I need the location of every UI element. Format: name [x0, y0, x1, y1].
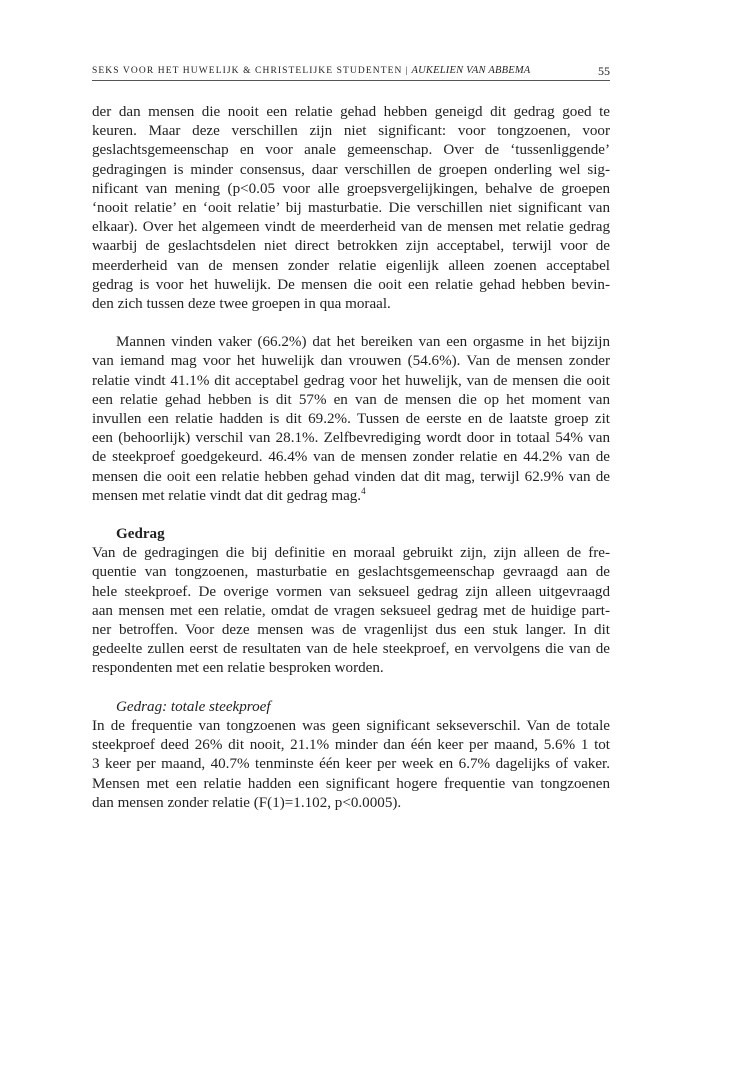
section-heading: Gedrag — [116, 526, 165, 543]
body-text — [92, 103, 610, 813]
text-line-with-footnote — [92, 487, 610, 506]
text-line: een relatie gehad hebben is dit 57% en van de mensen die op het moment van — [92, 391, 610, 408]
paragraph-1 — [92, 103, 610, 314]
text-line: relatie vindt 41.1% dit acceptabel gedrag voor het huwelijk, van de mensen die ooit — [92, 372, 610, 389]
text-line: ‘nooit relatie’ en ‘ooit relatie’ bij masturbatie. Die verschillen niet significant van — [92, 200, 610, 217]
text-line: waarbij de geslachtsdelen niet direct betrokken zijn acceptabel, terwijl voor de — [92, 238, 610, 255]
paragraph-4 — [92, 717, 610, 813]
header-rule — [92, 80, 610, 81]
running-header — [92, 64, 610, 80]
text-line: 3 keer per maand, 40.7% tenminste één keer per week en 6.7% dagelijks of vaker. — [92, 756, 610, 773]
text-line: Van de gedragingen die bij definitie en moraal gebruikt zijn, zijn alleen de fre- — [92, 545, 610, 562]
text-line: respondenten met een relatie besproken worden. — [92, 660, 384, 677]
text-line: elkaar). Over het algemeen vindt de meerderheid van de mensen met relatie gedrag — [92, 219, 610, 236]
paragraph-3 — [92, 544, 610, 678]
header-title: SEKS VOOR HET HUWELIJK & CHRISTELIJKE STUDENTEN — [92, 66, 403, 76]
header-author: AUKELIEN VAN ABBEMA — [411, 65, 531, 76]
text-line: quentie van tongzoenen, masturbatie en geslachtsgemeenschap gevraagd aan de — [92, 564, 610, 581]
text-line: nificant van mening (p<0.05 voor alle groepsvergelijkingen, behalve de groepen — [92, 180, 610, 197]
header-separator: | — [405, 66, 409, 76]
text-line: den zich tussen deze twee groepen in qua moraal. — [92, 296, 391, 313]
text-line: gedrag is voor het huwelijk. De mensen die ooit een relatie gehad hebben bevin- — [92, 276, 610, 293]
text-line: invullen een relatie hadden is dit 69.2%. Tussen de eerste en de laatste groep zit — [92, 411, 610, 428]
text-line: Mannen vinden vaker (66.2%) dat het bereiken van een orgasme in het bijzijn — [116, 334, 610, 351]
text-line: In de frequentie van tongzoenen was geen significant sekseverschil. Van de totale — [92, 717, 610, 734]
text-line: mensen met relatie vindt dat dit gedrag mag. — [92, 487, 362, 504]
text-line: ner betroffen. Voor deze mensen was de vragenlijst dus een stuk langer. In dit — [92, 622, 610, 639]
paragraph-2 — [92, 333, 610, 506]
text-line: keuren. Maar deze verschillen zijn niet significant: voor tongzoenen, voor — [92, 123, 610, 140]
text-line: de steekproef goedgekeurd. 46.4% van de mensen zonder relatie en 44.2% van de — [92, 449, 610, 466]
paragraph-gap — [92, 506, 610, 525]
text-line: hele steekproef. De overige vormen van seksueel gedrag zijn alleen uitgevraagd — [92, 583, 610, 600]
paragraph-gap — [92, 679, 610, 698]
text-line: der dan mensen die nooit een relatie gehad hebben geneigd dit gedrag goed te — [92, 104, 610, 120]
subsection-heading: Gedrag: totale steekproef — [116, 698, 271, 715]
text-line: van iemand mag voor het huwelijk dan vrouwen (54.6%). Van de mensen zonder — [92, 353, 610, 370]
text-line: meerderheid van de mensen zonder relatie eigenlijk alleen zoenen acceptabel — [92, 257, 610, 274]
text-line: mensen die ooit een relatie hebben gehad vinden dat dit mag, terwijl 62.9% van de — [92, 468, 610, 485]
text-line: aan mensen met een relatie, omdat de vragen seksueel gedrag met de huidige part- — [92, 602, 610, 619]
text-line: gedeelte zullen eerst de resultaten van de hele steekproef, en vervolgens die van de — [92, 641, 610, 658]
text-line: gedragingen is minder consensus, daar verschillen de groepen onderling wel sig- — [92, 161, 610, 178]
text-line: een (behoorlijk) verschil van 28.1%. Zelfbevrediging wordt door in totaal 54% van — [92, 430, 610, 447]
header-title-block — [92, 65, 530, 76]
text-line: steekproef deed 26% dit nooit, 21.1% minder dan één keer per maand, 5.6% 1 tot — [92, 737, 610, 754]
footnote-reference[interactable]: 4 — [361, 485, 366, 496]
text-line: Mensen met een relatie hadden een significant hogere frequentie van tongzoenen — [92, 775, 610, 792]
text-line: dan mensen zonder relatie (F(1)=1.102, p<0.0005). — [92, 794, 402, 811]
page-number: 55 — [598, 64, 610, 78]
paragraph-gap — [92, 314, 610, 333]
text-line: geslachtsgemeenschap en voor anale gemeenschap. Over de ‘tussenliggende’ — [92, 142, 610, 159]
